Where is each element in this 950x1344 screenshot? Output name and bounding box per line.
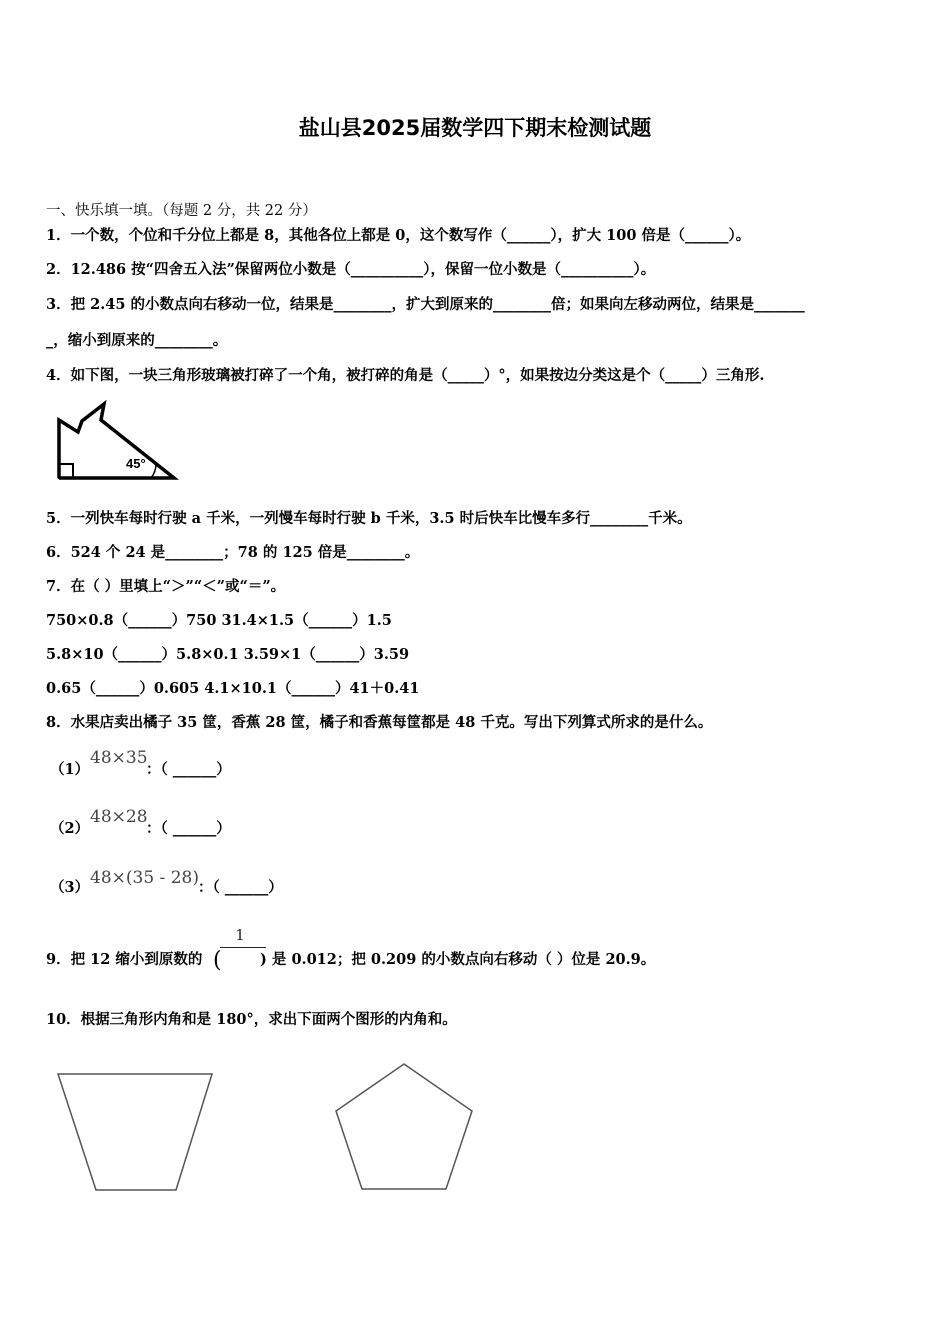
q8-item-2-label: （2） xyxy=(50,820,90,837)
trapezoid-figure xyxy=(50,1068,220,1198)
broken-triangle-figure xyxy=(54,400,184,484)
right-angle-mark xyxy=(59,464,73,478)
question-8: 8．水果店卖出橘子 35 筐，香蕉 28 筐，橘子和香蕉每筐都是 48 千克。写出下列算式所求的是什么。 xyxy=(46,714,713,731)
q8-item-1-answer: ：（ ______） xyxy=(146,761,231,778)
q8-item-3-answer: ：（ ______） xyxy=(198,879,283,896)
q8-item-2-expr: 48×28 xyxy=(90,807,148,827)
question-9-end: ) 是 0.012；把 0.209 的小数点向右移动（ ）位是 20.9。 xyxy=(260,951,656,968)
broken-triangle-outline xyxy=(59,404,174,478)
question-7-row-1: 750×0.8（______）750 31.4×1.5（______）1.5 xyxy=(46,612,392,629)
page-title: 盐山县2025届数学四下期末检测试题 xyxy=(298,116,652,140)
question-7: 7．在（ ）里填上“＞”“＜”或“＝”。 xyxy=(46,578,286,595)
question-5: 5．一列快车每时行驶 a 千米，一列慢车每时行驶 b 千米，3.5 时后快车比慢车多行________千米。 xyxy=(46,510,692,527)
question-6: 6．524 个 24 是________；78 的 125 倍是________。 xyxy=(46,544,420,561)
q8-item-1-label: （1） xyxy=(50,761,90,778)
angle-arc xyxy=(151,464,156,478)
section-heading: 一、快乐填一填。（每题 2 分，共 22 分） xyxy=(46,203,317,219)
q9-fraction-numerator: 1 xyxy=(235,926,245,944)
question-10: 10．根据三角形内角和是 180°，求出下面两个图形的内角和。 xyxy=(46,1011,457,1028)
question-9-start: 9．把 12 缩小到原数的 xyxy=(46,951,203,968)
question-3-line-1: 3．把 2.45 的小数点向右移动一位，结果是________，扩大到原来的________倍；如果向左移动两位，结果是_______ xyxy=(46,296,805,313)
pentagon-shape xyxy=(336,1064,472,1189)
q8-item-2-answer: ：（ ______） xyxy=(146,820,231,837)
question-3-line-2: _，缩小到原来的________。 xyxy=(46,332,228,349)
angle-label: 45° xyxy=(126,456,146,471)
q9-fraction-bar xyxy=(220,947,266,948)
question-4: 4．如下图，一块三角形玻璃被打碎了一个角，被打碎的角是（_____）°，如果按边分类这是个（_____）三角形. xyxy=(46,367,765,384)
pentagon-figure xyxy=(330,1058,480,1193)
question-7-row-2: 5.8×10（______）5.8×0.1 3.59×1（______）3.59 xyxy=(46,646,410,663)
trapezoid-shape xyxy=(58,1074,212,1190)
q8-item-3-label: （3） xyxy=(50,879,90,896)
q8-item-3-expr: 48×(35 - 28) xyxy=(90,868,199,888)
q8-item-1-expr: 48×35 xyxy=(90,748,148,768)
q9-open-paren: ( xyxy=(213,948,222,973)
question-2: 2．12.486 按“四舍五入法”保留两位小数是（__________），保留一位小数是（__________）。 xyxy=(46,261,656,278)
question-1: 1．一个数，个位和千分位上都是 8，其他各位上都是 0，这个数写作（______），扩大 100 倍是（______）。 xyxy=(46,227,751,244)
question-7-row-3: 0.65（______）0.605 4.1×10.1（______）41＋0.41 xyxy=(46,680,420,697)
